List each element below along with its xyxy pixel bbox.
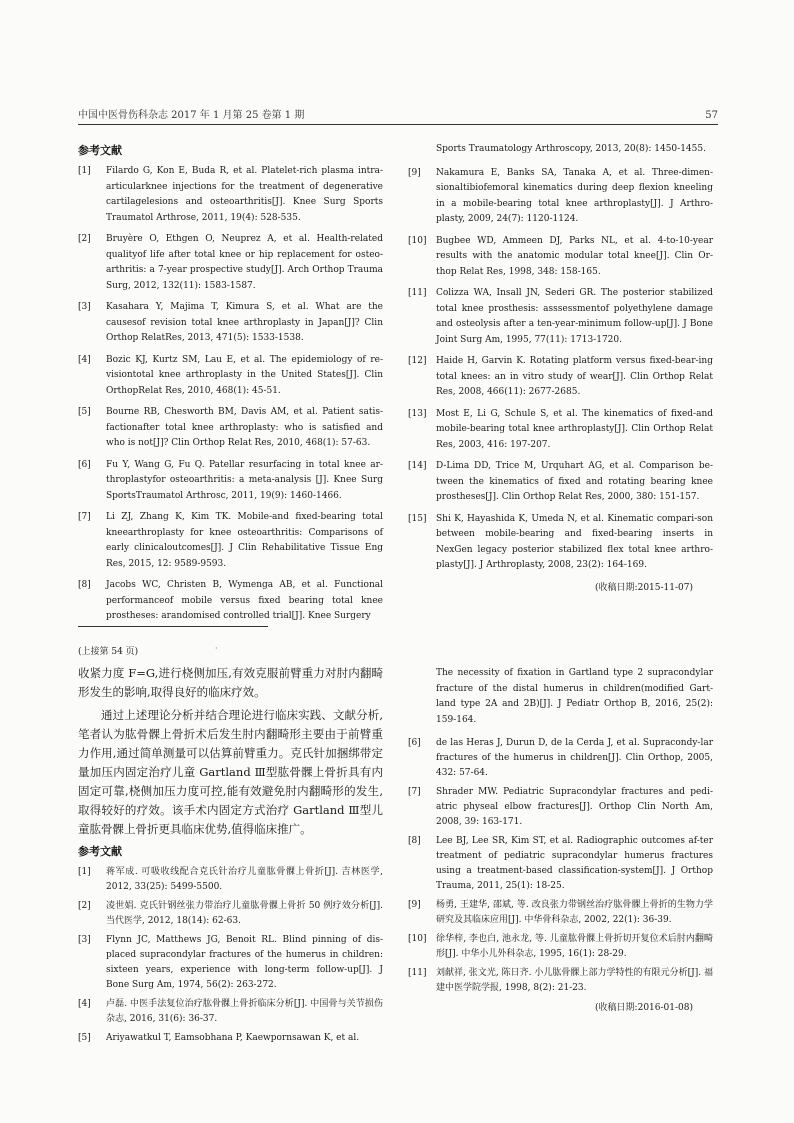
references-heading-2: 参考文献: [78, 845, 122, 858]
reference-number: [13]: [408, 408, 427, 419]
reference-item: [78, 458, 383, 505]
reference-text: 徐华梓, 李也白, 池永龙, 等. 儿童肱骨髁上骨折切开复位术后肘内翻畸形[J]. 中华小儿外科杂志, 1995, 16(1): 28-29.: [436, 934, 713, 959]
reference-text: 凌世娟. 克氏针钢丝张力带治疗儿童肱骨髁上骨折 50 例疗效分析[J]. 当代医学, 2012, 18(14): 62-63.: [106, 901, 383, 926]
reference-continuation: Sports Traumatology Arthroscopy, 2013, 20(8): 1450-1455.: [436, 144, 706, 154]
reference-text: Lee BJ, Lee SR, Kim ST, et al. Radiographic outcomes af-ter treatment of pediatric supracondylar humerus fractures using a treatment-based classification-system[J]. J Orthop Trauma, 2011, 25(1): 18-25.: [436, 836, 713, 891]
reference-text: Most E, Li G, Schule S, et al. The kinematics of fixed-and mobile-bearing total knee arthroplasty[J]. Clin Orthop Relat Res, 2003, 416: 197-207.: [436, 408, 713, 450]
reference-item: [408, 407, 713, 454]
dot-mark: ·: [215, 644, 218, 653]
reference-item: [408, 354, 713, 401]
reference-number: [8]: [78, 580, 91, 590]
reference-number: [3]: [78, 302, 91, 312]
reference-item: [408, 966, 713, 996]
reference-item: [78, 933, 383, 993]
reference-item: [408, 898, 713, 928]
body-paragraph-1: 收紧力度 F=G,进行桡侧加压,有效克服前臂重力对肘内翻畸形发生的影响,取得良好的临床疗效。: [78, 666, 383, 699]
reference-text: Flynn JC, Matthews JG, Benoit RL. Blind pinning of dis-placed supracondylar fractures of the humerus in children: sixteen years, experience with long-term follow-up[J]. J Bone Surg Am, 1974, 56(2): 263-272.: [106, 935, 383, 990]
reference-number: [10]: [408, 235, 427, 246]
references-column-bottom-right: [408, 666, 713, 1013]
reference-item: [408, 459, 713, 506]
reference-number: [3]: [78, 935, 91, 945]
reference-text: 卢磊. 中医手法复位治疗肱骨髁上骨折临床分析[J]. 中国骨与关节损伤杂志, 2016, 31(6): 36-37.: [106, 999, 383, 1024]
reference-text: Shrader MW. Pediatric Supracondylar fractures and pedi-atric physeal elbow fractures[J]. Orthop Clin North Am, 2008, 39: 163-171.: [436, 787, 713, 827]
page-header: [78, 106, 718, 124]
reference-number: [15]: [408, 513, 427, 524]
reference-number: [10]: [408, 934, 427, 944]
reference-item: [78, 997, 383, 1027]
reference-number: [1]: [78, 867, 91, 877]
reference-item: [408, 234, 713, 281]
reference-item: [78, 405, 383, 452]
reference-list-b: [408, 166, 713, 574]
reference-number: [9]: [408, 900, 421, 910]
received-date: (收稿日期:2015-11-07): [595, 582, 693, 593]
body-paragraph-2: 通过上述理论分析并结合理论进行临床实践、文献分析,笔者认为肱骨髁上骨折术后发生肘内翻畸形主要由于前臂重力作用,通过简单测量可以估算前臂重力。克氏针加捆绑带定量加压内固定治疗儿童 Gartland Ⅲ型肱骨髁上骨折具有内固定可靠,桡侧加压力度可控,能有效避免肘内翻畸形的发生,取得较好的疗效。该手术内固定方式治疗 Gartland Ⅲ型儿童肱骨髁上骨折更具临床优势,值得临床推广。: [78, 708, 383, 836]
reference-number: [8]: [408, 836, 421, 846]
reference-continuation-2: The necessity of fixation in Gartland type 2 supracondylar fracture of the distal humerus in children(modified Gart-land type 2A and 2B)[J]. J Pediatr Orthop B, 2016, 25(2): 159-164.: [436, 668, 713, 725]
reference-text: Ariyawatkul T, Eamsobhana P, Kaewpornsawan K, et al.: [106, 1033, 360, 1043]
references-column-top-right: [408, 142, 713, 593]
reference-text: Kasahara Y, Majima T, Kimura S, et al. What are the causesof revision total knee arthroplasty in Japan[J]? Clin Orthop RelatRes, 2013, 471(5): 1533-1538.: [106, 302, 383, 343]
reference-item: [78, 300, 383, 347]
reference-item: [408, 785, 713, 830]
reference-number: [7]: [78, 512, 91, 522]
references-heading: 参考文献: [78, 144, 122, 157]
reference-number: [1]: [78, 166, 91, 176]
reference-text: 蒋军成. 可吸收线配合克氏针治疗儿童肱骨髁上骨折[J]. 吉林医学, 2012, 33(25): 5499-5500.: [106, 867, 383, 892]
reference-text: Nakamura E, Banks SA, Tanaka A, et al. Three-dimen-sionaltibiofemoral kinematics during deep flexion kneeling in a mobile-bearing total knee arthroplasty[J]. J Arthro-plasty, 2009, 24(7): 1120-1124.: [436, 167, 713, 224]
reference-number: [5]: [78, 407, 91, 417]
reference-number: [4]: [78, 354, 91, 365]
reference-number: [9]: [408, 167, 421, 178]
reference-text: de las Heras J, Durun D, de la Cerda J, et al. Supracondy-lar fractures of the humerus in children[J]. Clin Orthop, 2005, 432: 57-64.: [436, 738, 713, 778]
reference-number: [6]: [408, 738, 421, 748]
reference-number: [5]: [78, 1033, 91, 1043]
reference-number: [6]: [78, 459, 91, 470]
reference-item: [408, 932, 713, 962]
reference-text: Bugbee WD, Ammeen DJ, Parks NL, et al. 4-to-10-year results with the anatomic modular total knee[J]. Clin Or-thop Relat Res, 1998, 348: 158-165.: [436, 235, 713, 277]
reference-item: [78, 1031, 383, 1046]
reference-text: Bruyère O, Ethgen O, Neuprez A, et al. Health-related qualityof life after total knee or hip replacement for osteo-arthritis: a 7-year prospective study[J]. Arch Orthop Trauma Surg, 2012, 132(11): 1583-1587.: [106, 234, 383, 291]
reference-item: [78, 232, 383, 294]
reference-item: [78, 865, 383, 895]
reference-text: Bozic KJ, Kurtz SM, Lau E, et al. The epidemiology of re-visiontotal knee arthroplasty in the United States[J]. Clin OrthopRelat Res, 2010, 468(1): 45-51.: [106, 354, 383, 396]
reference-text: D-Lima DD, Trice M, Urquhart AG, et al. Comparison be-tween the kinematics of fixed and rotating bearing knee prostheses[J]. Clin Orthop Relat Res, 2000, 380: 151-157.: [436, 461, 713, 502]
header-rule: [78, 124, 718, 125]
reference-list-c: [78, 865, 383, 1046]
reference-text: Bourne RB, Chesworth BM, Davis AM, et al. Patient satis-factionafter total knee arthroplasty: who is satisfied and who is not[J]? Clin Orthop Relat Res, 2010, 468(1): 57-63.: [106, 407, 383, 448]
reference-text: Shi K, Hayashida K, Umeda N, et al. Kinematic compari-son between mobile-bearing and fixed-bearing inserts in NexGen legacy posterior stabilized flex total knee arthro-plasty[J]. J Arthroplasty, 2008, 23(2): 164-169.: [436, 513, 713, 570]
reference-item: [78, 164, 383, 226]
reference-number: [4]: [78, 999, 91, 1009]
reference-item: [78, 578, 383, 625]
reference-item: [408, 286, 713, 348]
article-body-column: [78, 664, 383, 1050]
reference-text: Filardo G, Kon E, Buda R, et al. Platelet-rich plasma intra-articularknee injections for the treatment of degenerative cartilagelesions and osteoarthritis[J]. Knee Surg Sports Traumatol Arthrose, 2011, 19(4): 528-535.: [106, 166, 383, 223]
reference-item: [408, 834, 713, 894]
reference-list-d: [408, 736, 713, 996]
reference-number: [12]: [408, 356, 427, 366]
reference-text: 刘献祥, 张文光, 陈日齐. 小儿肱骨髁上部力学特性的有限元分析[J]. 福建中医学院学报, 1998, 8(2): 21-23.: [436, 968, 713, 993]
received-date-2: (收稿日期:2016-01-08): [595, 1003, 693, 1013]
continued-from-note: (上接第 54 页): [78, 647, 139, 657]
reference-text: 杨勇, 王建华, 邵斌, 等. 改良张力带钢丝治疗肱骨髁上骨折的生物力学研究及其临床应用[J]. 中华骨科杂志, 2002, 22(1): 36-39.: [436, 900, 713, 925]
article-separator: [78, 626, 268, 627]
references-column-top-left: [78, 142, 383, 631]
reference-number: [2]: [78, 901, 91, 911]
reference-text: Fu Y, Wang G, Fu Q. Patellar resurfacing in total knee ar-throplastyfor osteoarthritis: a meta-analysis [J]. Knee Surg SportsTraumatol Arthrosc, 2011, 19(9): 1460-1466.: [106, 459, 383, 501]
reference-number: [2]: [78, 234, 91, 244]
reference-number: [11]: [408, 288, 427, 298]
reference-text: Haide H, Garvin K. Rotating platform versus fixed-bear-ing total knees: an in vitro study of wear[J]. Clin Orthop Relat Res, 2008, 466(11): 2677-2685.: [436, 356, 713, 397]
reference-text: Li ZJ, Zhang K, Kim TK. Mobile-and fixed-bearing total kneearthroplasty for knee osteoarthritis: Comparisons of early clinicaloutcomes[J]. J Clin Rehabilitative Tissue Eng Res, 2015, 12: 9589-9593.: [106, 512, 383, 569]
reference-list-a: [78, 164, 383, 625]
page-number: 57: [705, 110, 718, 121]
reference-item: [408, 166, 713, 228]
reference-item: [408, 512, 713, 574]
reference-item: [78, 899, 383, 929]
reference-item: [78, 353, 383, 400]
journal-title: 中国中医骨伤科杂志 2017 年 1 月第 25 卷第 1 期: [78, 110, 305, 121]
reference-number: [11]: [408, 968, 427, 978]
reference-number: [14]: [408, 461, 427, 471]
reference-text: Colizza WA, Insall JN, Sederi GR. The posterior stabilized total knee prosthesis: asssessmentof polyethylene damage and osteolysis after a ten-year-minimum follow-up[J]. J Bone Joint Surg Am, 1995, 77(11): 1713-1720.: [436, 288, 713, 345]
reference-item: [408, 736, 713, 781]
reference-text: Jacobs WC, Christen B, Wymenga AB, et al. Functional performanceof mobile versus fixed bearing total knee prostheses: arandomised controlled trial[J]. Knee Surgery: [106, 580, 383, 621]
reference-item: [78, 510, 383, 572]
reference-number: [7]: [408, 787, 421, 797]
